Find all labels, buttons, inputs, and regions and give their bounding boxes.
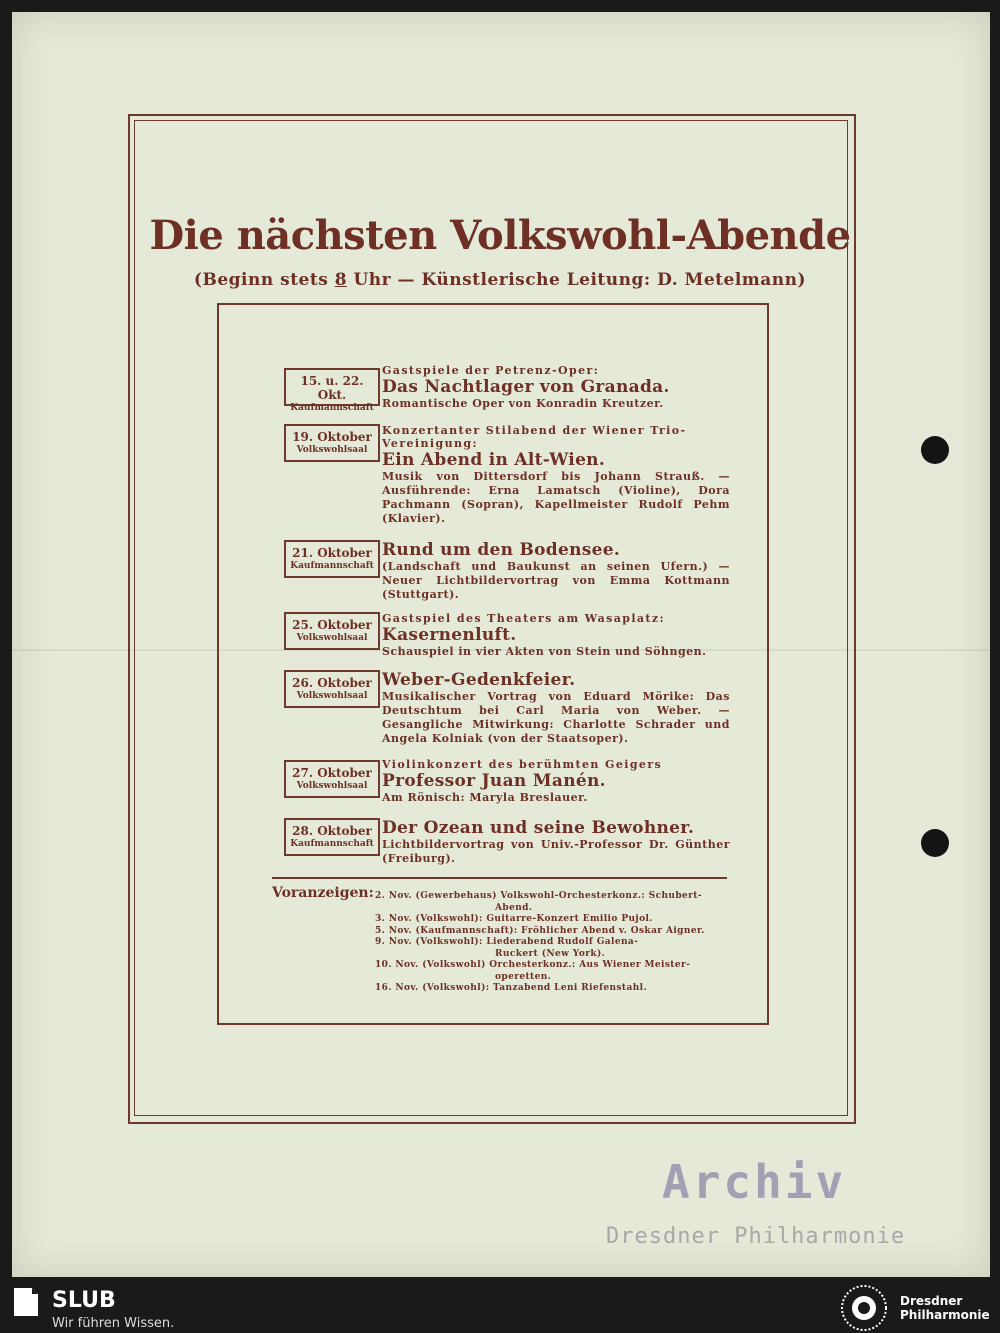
event-text	[382, 612, 730, 659]
voranzeigen-list	[375, 891, 727, 995]
event-date: 21. Oktober	[292, 546, 372, 560]
event-headline: Der Ozean und seine Bewohner.	[382, 818, 695, 838]
event-text	[382, 818, 730, 866]
date-box	[284, 368, 380, 413]
event-venue: Volkswohlsaal	[296, 633, 368, 643]
voranzeige-continuation: Abend.	[495, 902, 533, 913]
event-venue: Volkswohlsaal	[296, 691, 368, 701]
date-box	[284, 612, 380, 650]
event-headline: Das Nachtlager von Granada.	[382, 377, 670, 397]
archive-stamp: Archiv	[662, 1155, 847, 1209]
event-pre: Gastspiele der Petrenz-Oper:	[382, 364, 600, 377]
voranzeige-item: 16. Nov. (Volkswohl): Tanzabend Leni Riefenstahl.	[375, 983, 647, 993]
event-text	[382, 364, 730, 411]
event-text	[382, 758, 730, 805]
event-venue: Kaufmannschaft	[290, 403, 374, 413]
event-date: 15. u. 22. Okt.	[300, 374, 364, 402]
event-text	[382, 540, 730, 602]
voranzeigen-label: Voranzeigen:	[272, 885, 374, 901]
page-title: Die nächsten Volkswohl-Abende	[149, 212, 851, 259]
subtitle-pre: (Beginn stets	[193, 270, 335, 290]
event-headline: Professor Juan Manén.	[382, 771, 606, 791]
voranzeige-item: 3. Nov. (Volkswohl): Guitarre-Konzert Emilio Pujol.	[375, 914, 653, 924]
event-venue: Kaufmannschaft	[290, 561, 374, 571]
event-description: Schauspiel in vier Akten von Stein und Söhngen.	[382, 645, 707, 658]
date-box	[284, 818, 380, 856]
event-venue: Volkswohlsaal	[296, 445, 368, 455]
event-venue: Kaufmannschaft	[290, 839, 374, 849]
event-description: Lichtbildervortrag von Univ.-Professor Dr. Günther (Freiburg).	[382, 838, 730, 865]
event-pre: Konzertanter Stilabend der Wiener Trio-Vereinigung:	[382, 424, 687, 450]
date-box	[284, 760, 380, 798]
date-box	[284, 540, 380, 578]
philharmonie-logo-text	[900, 1294, 990, 1322]
voranzeige-continuation: Ruckert (New York).	[495, 948, 606, 959]
event-date: 26. Oktober	[292, 676, 372, 690]
event-date: 28. Oktober	[292, 824, 372, 838]
event-description: Am Rönisch: Maryla Breslauer.	[382, 791, 588, 804]
voranzeige-item: 5. Nov. (Kaufmannschaft): Fröhlicher Abend v. Oskar Aigner.	[375, 925, 705, 936]
punch-hole-bottom	[921, 829, 949, 857]
slub-logo-icon	[10, 1286, 40, 1318]
philharmonie-logo-icon	[840, 1284, 888, 1332]
event-text	[382, 670, 730, 746]
event-date: 19. Oktober	[292, 430, 372, 444]
date-box	[284, 670, 380, 708]
punch-hole-top	[921, 436, 949, 464]
page-subtitle	[130, 270, 870, 290]
event-venue: Volkswohlsaal	[296, 781, 368, 791]
philharmonie-line2: Philharmonie	[900, 1308, 990, 1322]
subtitle-post: Uhr — Künstlerische Leitung: D. Metelmann)	[347, 270, 807, 290]
event-description: Musik von Dittersdorf bis Johann Strauß. — Ausführende: Erna Lamatsch (Violine), Dora Pachmann (Sopran), Kapellmeister Rudolf Pehm (Klavier).	[382, 470, 730, 525]
event-headline: Rund um den Bodensee.	[382, 540, 621, 560]
event-headline: Kasernenluft.	[382, 625, 517, 645]
event-description: Musikalischer Vortrag von Eduard Mörike: Das Deutschtum bei Carl Maria von Weber. — Gesangliche Mitwirkung: Charlotte Schrader und Angela Kolniak (von der Staatsoper).	[382, 690, 730, 745]
event-headline: Ein Abend in Alt-Wien.	[382, 450, 606, 470]
voranzeigen-divider	[272, 877, 727, 879]
slub-logo-text: SLUB	[52, 1288, 116, 1313]
philharmonie-line1: Dresdner	[900, 1294, 963, 1308]
voranzeige-item: 2. Nov. (Gewerbehaus) Volkswohl-Orchesterkonz.: Schubert-	[375, 891, 702, 901]
event-description: (Landschaft und Baukunst an seinen Ufern.) — Neuer Lichtbildervortrag von Emma Kottmann (Stuttgart).	[382, 560, 730, 601]
archive-stamp-subtitle: Dresdner Philharmonie	[606, 1224, 906, 1249]
slub-tagline: Wir führen Wissen.	[52, 1316, 175, 1331]
event-headline: Weber-Gedenkfeier.	[382, 670, 576, 690]
event-date: 27. Oktober	[292, 766, 372, 780]
voranzeige-item: 9. Nov. (Volkswohl): Liederabend Rudolf Galena-	[375, 937, 639, 947]
event-pre: Gastspiel des Theaters am Wasaplatz:	[382, 612, 666, 625]
voranzeige-continuation: operetten.	[495, 971, 552, 982]
footer-bar	[0, 1280, 1000, 1333]
event-description: Romantische Oper von Konradin Kreutzer.	[382, 397, 664, 410]
event-text	[382, 424, 730, 526]
subtitle-hour: 8	[334, 270, 348, 290]
date-box	[284, 424, 380, 462]
event-date: 25. Oktober	[292, 618, 372, 632]
event-pre: Violinkonzert des berühmten Geigers	[382, 758, 663, 771]
voranzeige-item: 10. Nov. (Volkswohl) Orchesterkonz.: Aus Wiener Meister-	[375, 960, 691, 970]
